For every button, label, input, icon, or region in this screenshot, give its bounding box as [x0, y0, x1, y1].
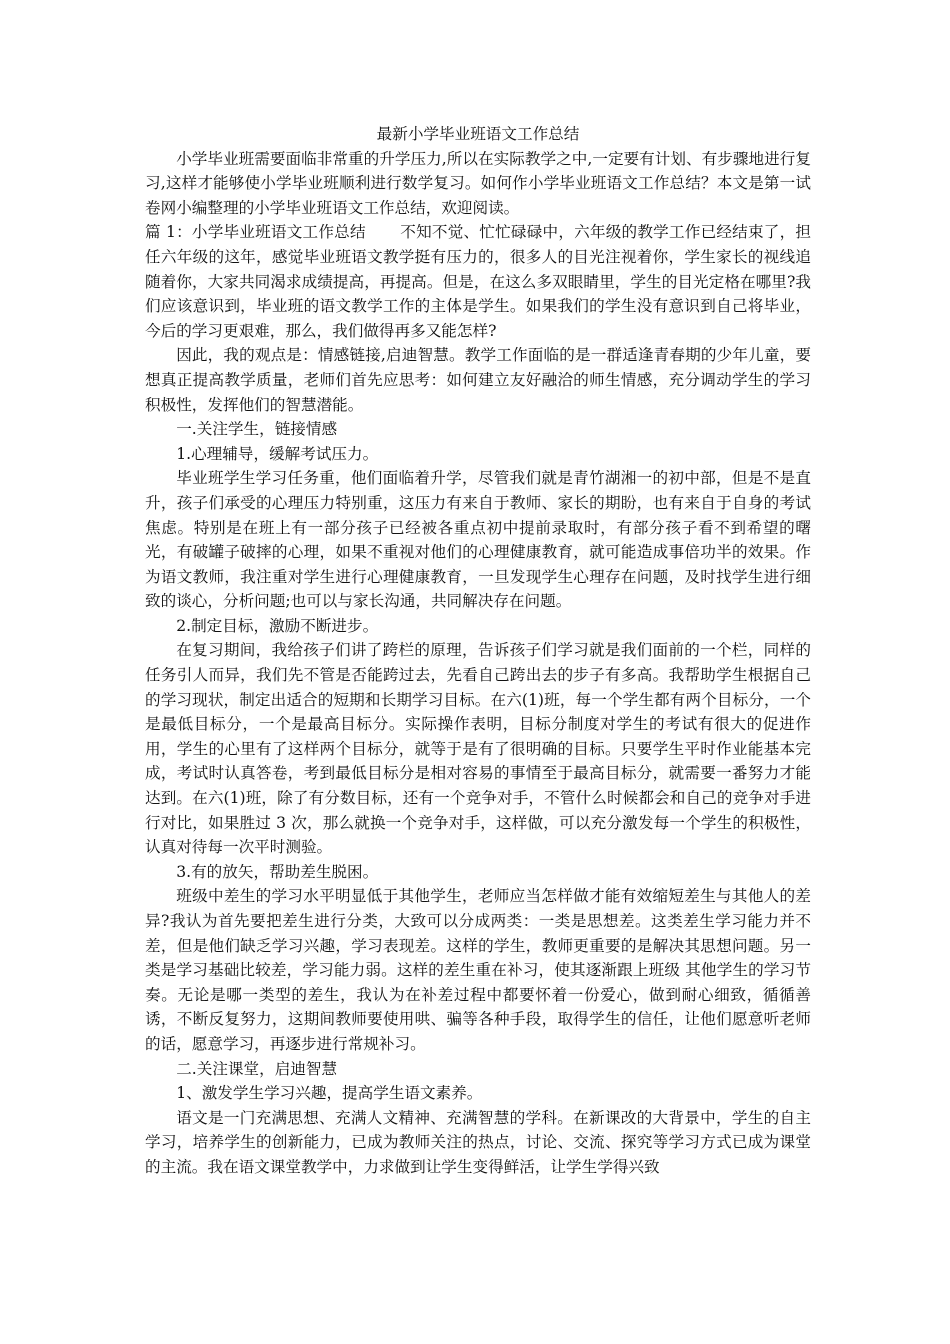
s1-item3-heading: 3.有的放矢，帮助差生脱困。	[176, 862, 379, 881]
chapter-text: 不知不觉、忙忙碌碌中，六年级的教学工作已经结束了，担任六年级的这年，感觉毕业班语文教学挺有压力的，很多人的目光注视着你，学生家长的视线追随着你，大家共同渴求成绩提高，再提高。但是，在这么多双眼睛里，学生的目光定格在哪里?我们应该意识到，毕业班的语文教学工作的主体是学生。如果我们的学生没有意识到自己将毕业，今后的学习更艰难，那么，我们做得再多又能怎样?	[145, 223, 811, 340]
intro-paragraph: 小学毕业班需要面临非常重的升学压力,所以在实际教学之中,一定要有计划、有步骤地进行复习,这样才能够使小学毕业班顺利进行数学复习。如何作小学毕业班语文工作总结？本文是第一试卷网小编整理的小学毕业班语文工作总结，欢迎阅读。	[145, 149, 811, 217]
document-page	[145, 122, 811, 1180]
section1-heading: 一.关注学生，链接情感	[176, 420, 338, 439]
s1-item2-paragraph: 在复习期间，我给孩子们讲了跨栏的原理，告诉孩子们学习就是我们面前的一个栏，同样的任务引人而异，我们先不管是否能跨过去，先看自己跨出去的步子有多高。我帮助学生根据自己的学习现状，制定出适合的短期和长期学习目标。在六(1)班，每一个学生都有两个目标分，一个是最低目标分，一个是最高目标分。实际操作表明，目标分制度对学生的考试有很大的促进作用，学生的心里有了这样两个目标分，就等于是有了很明确的目标。只要学生平时作业能基本完成，考试时认真答卷，考到最低目标分是相对容易的事情至于最高目标分，就需要一番努力才能达到。在六(1)班，除了有分数目标，还有一个竞争对手，不管什么时候都会和自己的竞争对手进行对比，如果胜过 3 次，那么就换一个竞争对手，这样做，可以充分激发每一个学生的积极性，认真对待每一次平时测验。	[145, 641, 811, 857]
s1-item1-heading: 1.心理辅导，缓解考试压力。	[176, 444, 379, 463]
s1-item1-paragraph: 毕业班学生学习任务重，他们面临着升学，尽管我们就是青竹湖湘一的初中部，但是不是直升，孩子们承受的心理压力特别重，这压力有来自于教师、家长的期盼，也有来自于自身的考试焦虑。特别是在班上有一部分孩子已经被各重点初中提前录取时，有部分孩子看不到希望的曙光，有破罐子破摔的心理，如果不重视对他们的心理健康教育，就可能造成事倍功半的效果。作为语文教师，我注重对学生进行心理健康教育，一旦发现学生心理存在问题，及时找学生进行细致的谈心，分析问题;也可以与家长沟通，共同解决存在问题。	[145, 469, 811, 611]
s2-item1-heading: 1、激发学生学习兴趣，提高学生语文素养。	[176, 1084, 483, 1103]
s1-item2-heading: 2.制定目标，激励不断进步。	[176, 616, 379, 635]
s1-item3-paragraph: 班级中差生的学习水平明显低于其他学生，老师应当怎样做才能有效缩短差生与其他人的差异?我认为首先要把差生进行分类，大致可以分成两类：一类是思想差。这类差生学习能力并不差，但是他们缺乏学习兴趣，学习表现差。这样的学生，教师更重要的是解决其思想问题。另一类是学习基础比较差，学习能力弱。这样的差生重在补习，使其逐渐跟上班级 其他学生的学习节奏。无论是哪一类型的差生，我认为在补差过程中都要怀着一份爱心，做到耐心细致，循循善诱，不断反复努力，这期间教师要使用哄、骗等各种手段，取得学生的信任，让他们愿意听老师的话，愿意学习，再逐步进行常规补习。	[145, 887, 811, 1053]
chapter-label: 篇 1：小学毕业班语文工作总结	[145, 223, 366, 242]
document-title: 最新小学毕业班语文工作总结	[376, 125, 580, 143]
s2-item1-paragraph: 语文是一门充满思想、充满人文精神、充满智慧的学科。在新课改的大背景中，学生的自主学习，培养学生的创新能力，已成为教师关注的热点，讨论、交流、探究等学习方式已成为课堂的主流。我在语文课堂教学中，力求做到让学生变得鲜活，让学生学得兴致	[145, 1108, 811, 1176]
section2-heading: 二.关注课堂，启迪智慧	[176, 1059, 338, 1078]
viewpoint-paragraph: 因此，我的观点是：情感链接,启迪智慧。教学工作面临的是一群适逢青春期的少年儿童，要想真正提高教学质量，老师们首先应思考：如何建立友好融洽的师生情感，充分调动学生的学习积极性，发挥他们的智慧潜能。	[145, 346, 811, 414]
chapter-paragraph	[145, 220, 811, 343]
